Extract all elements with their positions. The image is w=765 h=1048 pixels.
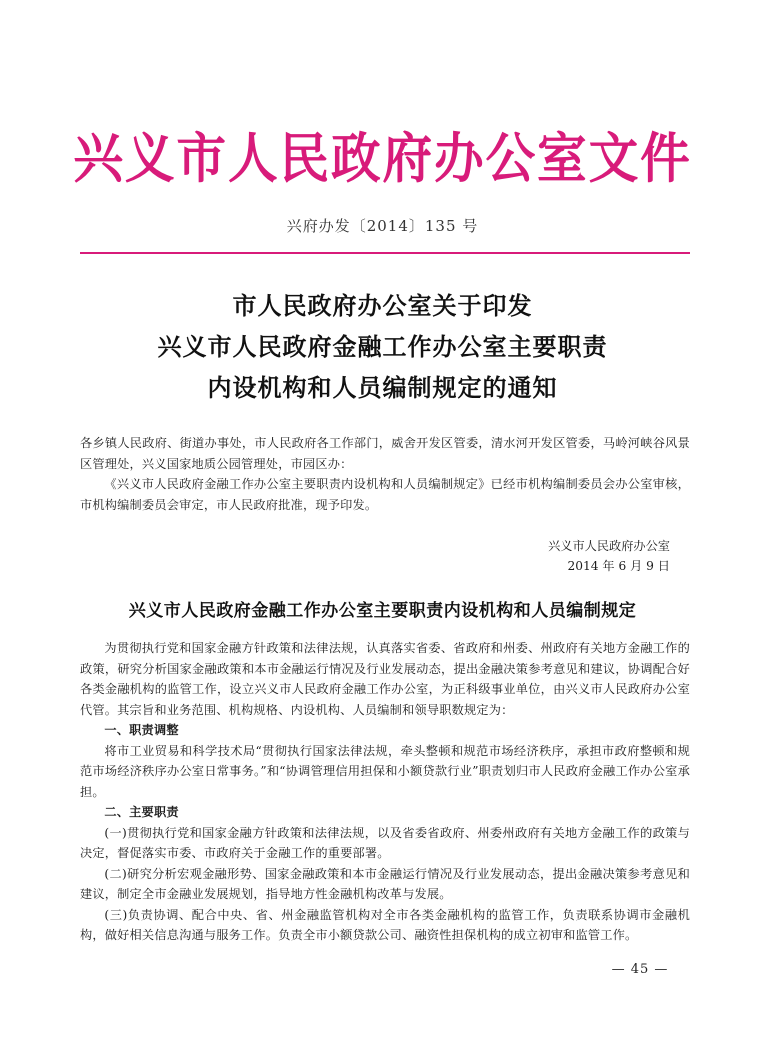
notice-title-line-1: 市人民政府办公室关于印发 — [232, 292, 533, 320]
intro-paragraph: 《兴义市人民政府金融工作办公室主要职责内设机构和人员编制规定》已经市机构编制委员会办公室审核，市机构编制委员会审定，市人民政府批准，现予印发。 — [80, 477, 690, 512]
red-divider-line — [80, 252, 690, 254]
signature-org: 兴义市人民政府办公室 — [548, 539, 670, 553]
page-number: — 45 — — [611, 962, 669, 977]
notice-title-line-3: 内设机构和人员编制规定的通知 — [207, 374, 558, 402]
preamble-paragraph: 为贯彻执行党和国家金融方针政策和法律法规，认真落实省委、省政府和州委、州政府有关地方金融工作的政策，研究分析国家金融政策和本市金融运行情况及行业发展动态，提出金融决策参考意见和建议，协调配合好各类金融机构的监管工作，设立兴义市人民政府金融工作办公室，为正科级事业单位，由兴义市人民政府办公室代管。其宗旨和业务范围、机构规格、内设机构、人员编制和领导职数规定为： — [80, 641, 690, 717]
document-number: 兴府办发〔2014〕135 号 — [286, 217, 479, 235]
duty-item-1: (一)贯彻执行党和国家金融方针政策和法律法规，以及省委省政府、州委州政府有关地方金融工作的政策与决定，督促落实市委、市政府关于金融工作的重要部署。 — [80, 825, 690, 860]
section-heading-1: 一、职责调整 — [104, 723, 179, 737]
addressees: 各乡镇人民政府、街道办事处，市人民政府各工作部门，威舍开发区管委，清水河开发区管委，马岭河峡谷风景区管理处，兴义国家地质公园管理处，市园区办： — [80, 436, 690, 471]
notice-title-line-2: 兴义市人民政府金融工作办公室主要职责 — [157, 333, 608, 361]
duty-item-2: (二)研究分析宏观金融形势、国家金融政策和本市金融运行情况及行业发展动态，提出金融决策参考意见和建议，制定全市金融业发展规划，指导地方性金融机构改革与发展。 — [80, 866, 690, 901]
section-heading-2: 二、主要职责 — [104, 805, 179, 819]
section-1-paragraph: 将市工业贸易和科学技术局“贯彻执行国家法律法规，牵头整顿和规范市场经济秩序，承担市政府整顿和规范市场经济秩序办公室日常事务。”和“协调管理信用担保和小额贷款行业”职责划归市人民政府金融工作办公室承担。 — [80, 743, 690, 799]
regulation-title: 兴义市人民政府金融工作办公室主要职责内设机构和人员编制规定 — [128, 601, 637, 621]
regulation-body — [80, 638, 690, 946]
duty-item-3: (三)负责协调、配合中央、省、州金融监管机构对全市各类金融机构的监管工作，负责联系协调市金融机构，做好相关信息沟通与服务工作。负责全市小额贷款公司、融资性担保机构的成立初审和监管工作。 — [80, 907, 690, 942]
signature-date: 2014 年 6 月 9 日 — [567, 559, 670, 573]
masthead-title: 兴义市人民政府办公室文件 — [73, 126, 692, 190]
